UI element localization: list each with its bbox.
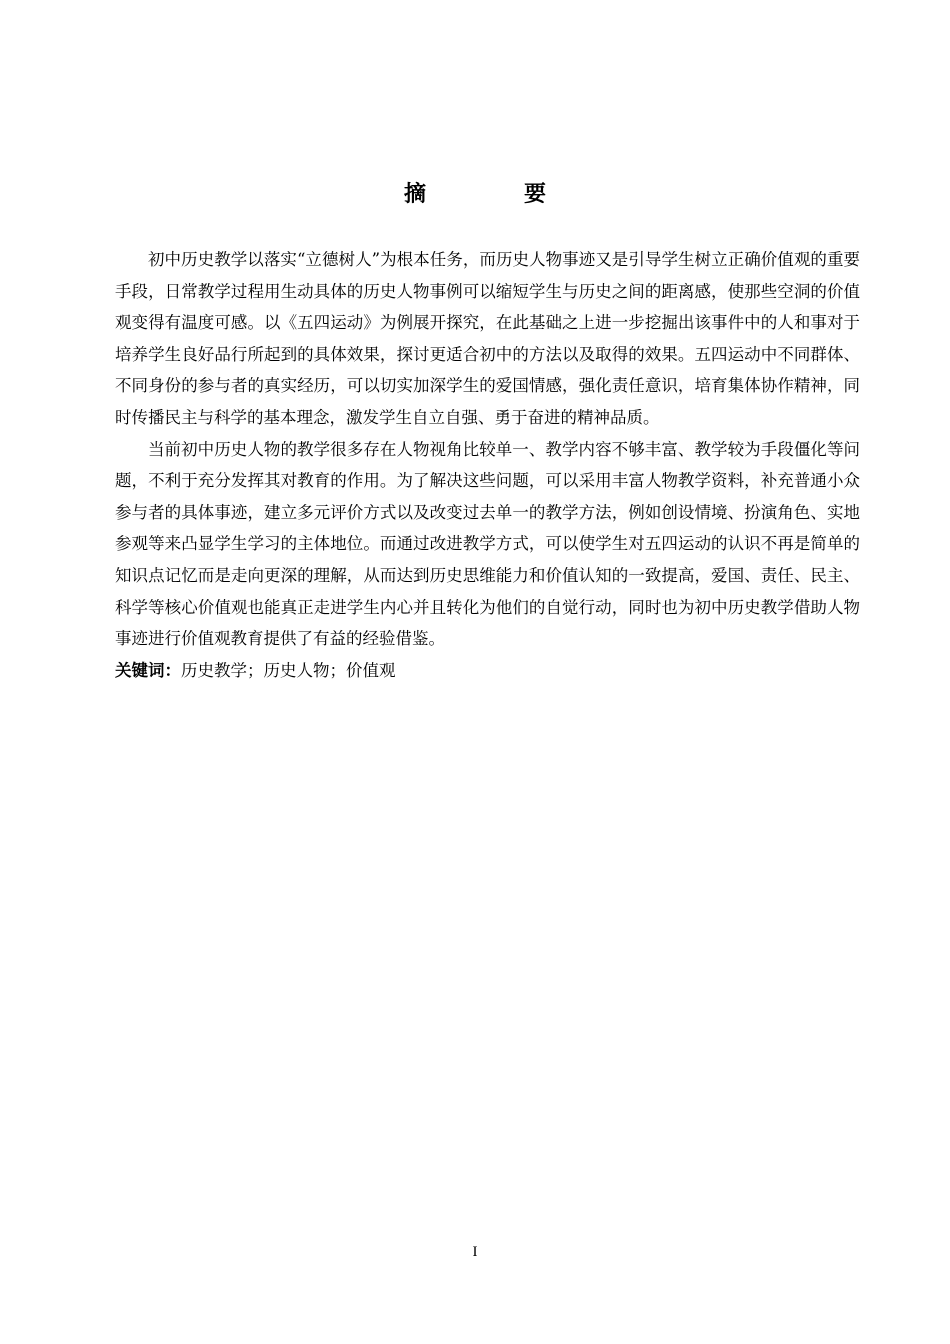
keywords-label: 关键词： xyxy=(115,660,181,680)
page-title: 摘 要 xyxy=(403,182,584,207)
keywords-line xyxy=(115,655,860,687)
page-number: I xyxy=(472,1244,478,1260)
keywords-text: 历史教学；历史人物；价值观 xyxy=(181,660,396,680)
abstract-paragraph-2: 当前初中历史人物的教学很多存在人物视角比较单一、教学内容不够丰富、教学较为手段僵化等问题，不利于充分发挥其对教育的作用。为了解决这些问题，可以采用丰富人物教学资料，补充普通小众参与者的具体事迹，建立多元评价方式以及改变过去单一的教学方法，例如创设情境、扮演角色、实地参观等来凸显学生学习的主体地位。而通过改进教学方式，可以使学生对五四运动的认识不再是简单的知识点记忆而是走向更深的理解，从而达到历史思维能力和价值认知的一致提高，爱国、责任、民主、科学等核心价值观也能真正走进学生内心并且转化为他们的自觉行动，同时也为初中历史教学借助人物事迹进行价值观教育提供了有益的经验借鉴。 xyxy=(115,439,860,649)
abstract-body xyxy=(115,244,860,686)
abstract-paragraph-1: 初中历史教学以落实“立德树人”为根本任务，而历史人物事迹又是引导学生树立正确价值观的重要手段，日常教学过程用生动具体的历史人物事例可以缩短学生与历史之间的距离感，使那些空洞的价值观变得有温度可感。以《五四运动》为例展开探究，在此基础之上进一步挖掘出该事件中的人和事对于培养学生良好品行所起到的具体效果，探讨更适合初中的方法以及取得的效果。五四运动中不同群体、不同身份的参与者的真实经历，可以切实加深学生的爱国情感，强化责任意识，培育集体协作精神，同时传播民主与科学的基本理念，激发学生自立自强、勇于奋进的精神品质。 xyxy=(115,250,860,427)
